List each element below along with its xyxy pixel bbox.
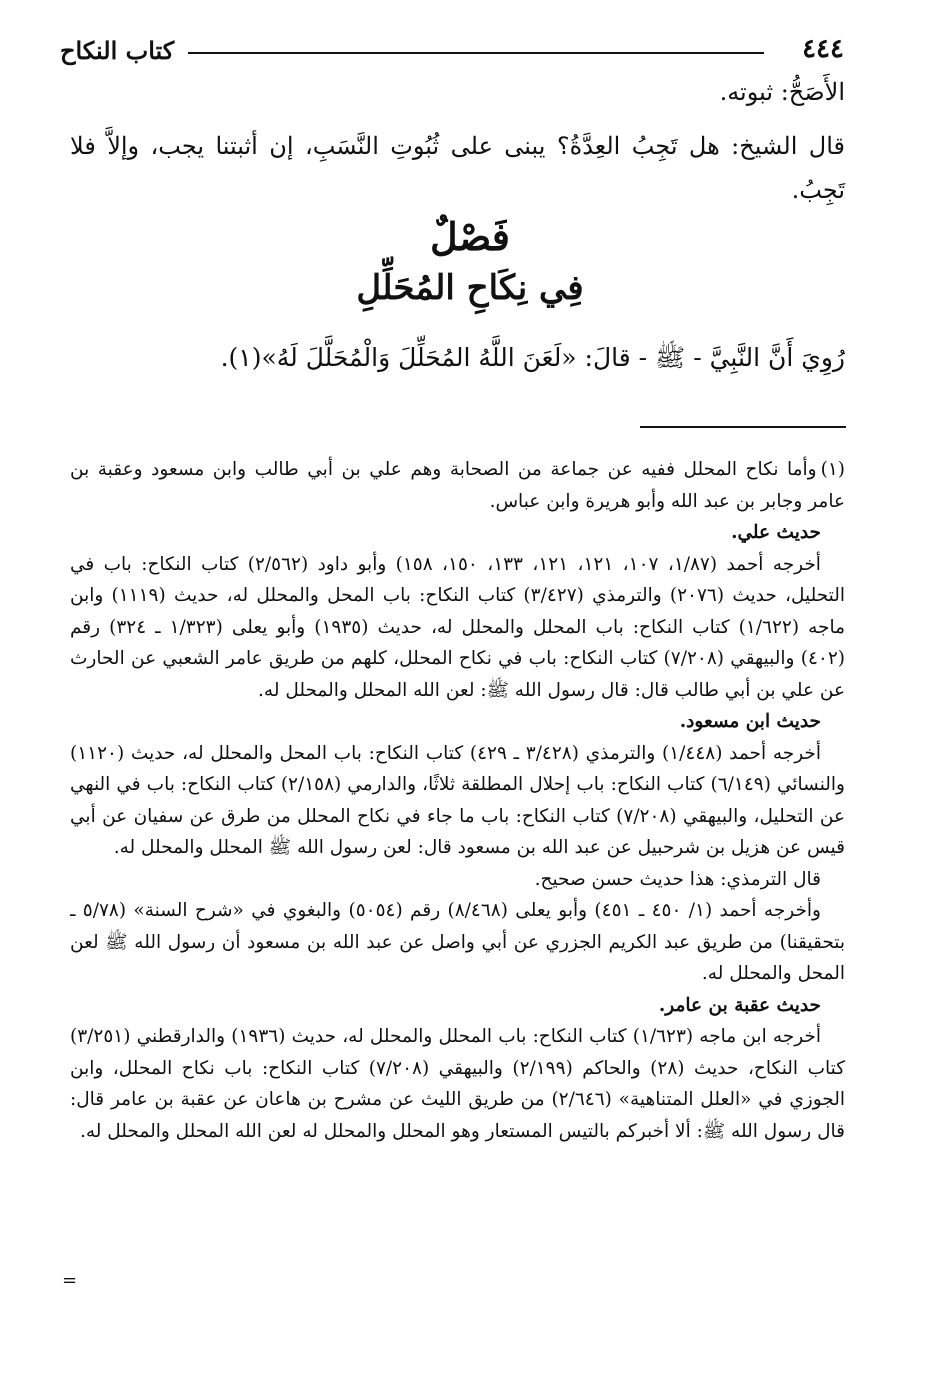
footnote-intro (70, 454, 845, 517)
footnote-subheading-ibn-masud: حديث ابن مسعود. (679, 711, 821, 732)
footnote-paragraph-4: وأخرجه أحمد (١/ ٤٥٠ ـ ٤٥١) وأبو يعلى (٨/٤٦٨) رقم (٥٠٥٤) والبغوي في «شرح السنة» (٥/٧٨ ـ بتحقيقنا) من طريق عبد الكريم الجزري عن أبي واصل عن عبد الله بن مسعود أن رسول الله ﷺ لعن المحل والمحلل له. (70, 900, 845, 984)
page-number: ٤٤٤ (802, 34, 844, 64)
section-subtitle: فِي نِكَاحِ المُحَلِّلِ (356, 268, 584, 308)
header-rule (188, 52, 764, 54)
footnote-subheading-ali: حديث علي. (731, 522, 821, 543)
footnote-number: (١) (820, 459, 845, 480)
chapter-title: كتاب النكاح (60, 36, 175, 65)
hadith-text: رُوِيَ أَنَّ النَّبِيَّ - ﷺ - قالَ: «لَعَنَ اللَّهُ المُحَلِّلَ وَالْمُحَلَّلَ لَهُ»(١). (220, 343, 845, 372)
continuation-mark: = (62, 1270, 78, 1291)
footnote-paragraph-1: أخرجه أحمد (١/٨٧، ١٠٧، ١٢١، ١٢١، ١٣٣، ١٥٠، ١٥٨) وأبو داود (٢/٥٦٢) كتاب النكاح: باب في التحليل، حديث (٢٠٧٦) والترمذي (٣/٤٢٧) كتاب النكاح: باب المحل والمحلل له، حديث (١١١٩) وابن ماجه (١/٦٢٢) كتاب النكاح: باب المحلل والمحلل له، حديث (١٩٣٥) وأبو يعلى (١/٣٢٣ ـ ٣٢٤) رقم (٤٠٢) والبيهقي (٧/٢٠٨) كتاب النكاح: باب في نكاح المحلل، كلهم من طريق عامر الشعبي عن الحارث عن علي بن أبي طالب قال: قال رسول الله ﷺ: لعن الله المحلل والمحلل له. (70, 553, 845, 701)
footnote-intro-text: وأما نكاح المحلل ففيه عن جماعة من الصحابة وهم علي بن أبي طالب وابن مسعود وعقبة بن عامر وجابر بن عبد الله وأبو هريرة وابن عباس. (70, 459, 845, 512)
footnote-paragraph-3: قال الترمذي: هذا حديث حسن صحيح. (534, 868, 821, 890)
footnote-paragraph-5: أخرجه ابن ماجه (١/٦٢٣) كتاب النكاح: باب المحلل والمحلل له، حديث (١٩٣٦) والدارقطني (٣/٢٥١) كتاب النكاح، حديث (٢٨) والحاكم (٢/١٩٩) والبيهقي (٧/٢٠٨) كتاب النكاح: باب نكاح المحلل، وابن الجوزي في «العلل المتناهية» (٢/٦٤٦) من طريق الليث عن مشرح بن هاعان عن عقبة بن عامر قال: قال رسول الله ﷺ: ألا أخبركم بالتيس المستعار وهو المحلل والمحلل له لعن الله المحلل والمحلل له. (70, 1026, 846, 1142)
footnote-block (70, 454, 845, 1147)
footnote-separator (640, 426, 846, 428)
section-title: فَصْلٌ (430, 214, 510, 259)
footnote-subheading-uqba: حديث عقبة بن عامر. (658, 994, 821, 1016)
body-line-1: الأَصَحُّ: ثبوته. (719, 78, 845, 106)
page-header (60, 30, 844, 74)
footnote-paragraph-2: أخرجه أحمد (١/٤٤٨) والترمذي (٣/٤٢٨ ـ ٤٢٩) كتاب النكاح: باب المحل والمحلل له، حديث (١١٢٠) والنسائي (٦/١٤٩) كتاب النكاح: باب إحلال المطلقة ثلاثًا، والدارمي (٢/١٥٨) كتاب النكاح: باب في النهي عن التحليل، والبيهقي (٧/٢٠٨) كتاب النكاح: باب ما جاء في نكاح المحلل من طرق عن سفيان عن أبي قيس عن هزيل بن شرحبيل عن عبد الله بن مسعود قال: لعن رسول الله ﷺ المحلل والمحلل له. (70, 742, 845, 858)
body-line-2: قال الشيخ: هل تَجِبُ العِدَّةُ؟ يبنى على ثُبُوتِ النَّسَبِ، إن أثبتنا يجب، وإلاَّ فلا تَجِبُ. (70, 132, 845, 204)
